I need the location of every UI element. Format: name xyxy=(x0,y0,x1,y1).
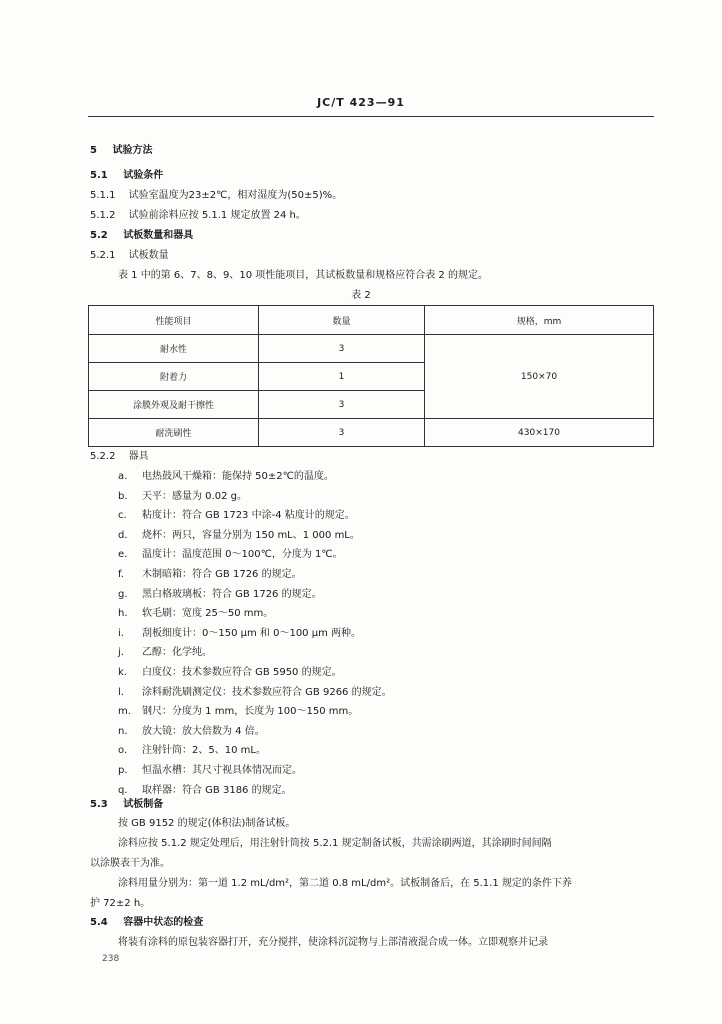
table-row xyxy=(89,419,654,447)
paragraph: 以涂膜表干为准。 xyxy=(90,858,170,869)
list-item xyxy=(118,683,392,698)
list-item xyxy=(118,663,342,678)
list-item xyxy=(118,722,265,737)
list-item-letter: p. xyxy=(118,765,128,776)
list-item xyxy=(118,467,334,482)
spec-cell: 430×170 xyxy=(425,419,654,447)
list-item-text: 钢尺：分度为 1 mm，长度为 100～150 mm。 xyxy=(142,706,359,718)
list-item xyxy=(118,545,343,560)
clause-number: 5.1.2 xyxy=(90,210,116,221)
qty-cell: 3 xyxy=(259,419,425,447)
list-item xyxy=(118,624,361,639)
list-item xyxy=(118,643,212,658)
list-item-text: 木制暗箱：符合 GB 1726 的规定。 xyxy=(142,569,302,580)
section-5-1-heading xyxy=(90,166,163,181)
qty-cell: 3 xyxy=(259,335,425,363)
list-item xyxy=(118,702,358,717)
list-item-text: 注射针筒：2、5、10 mL。 xyxy=(142,745,266,757)
item-cell: 附着力 xyxy=(89,363,259,391)
list-item-letter: b. xyxy=(118,490,128,502)
section-number: 5.3 xyxy=(90,799,108,810)
spec-table xyxy=(88,305,654,447)
section-number: 5.4 xyxy=(90,917,108,928)
clause-number: 5.2.2 xyxy=(90,451,116,462)
paragraph: 将装有涂料的原包装容器打开，充分搅拌，使涂料沉淀物与上部清液混合成一体。立即观察并记录 xyxy=(118,937,548,948)
list-item xyxy=(118,604,273,619)
list-item-text: 恒温水槽：其尺寸视具体情况而定。 xyxy=(142,765,302,776)
list-item-text: 软毛刷：宽度 25～50 mm。 xyxy=(142,608,274,620)
list-item-text: 刮板细度计：0～150 μm 和 0～100 μm 两种。 xyxy=(142,627,361,639)
section-5-heading xyxy=(90,141,152,156)
list-item-text: 粘度计：符合 GB 1723 中涂-4 粘度计的规定。 xyxy=(142,510,355,522)
header-cell: 数量 xyxy=(259,306,425,335)
list-item-letter: h. xyxy=(118,608,128,620)
list-item-text: 涂料耐洗刷测定仪：技术参数应符合 GB 9266 的规定。 xyxy=(142,686,392,698)
list-item xyxy=(118,487,247,502)
list-item xyxy=(118,761,302,776)
list-item-text: 电热鼓风干燥箱：能保持 50±2℃的温度。 xyxy=(142,471,334,482)
list-item-text: 烧杯：两只，容量分别为 150 mL、1 000 mL。 xyxy=(142,529,360,541)
paragraph: 护 72±2 h。 xyxy=(90,898,151,909)
clause-5-1-2 xyxy=(90,206,306,221)
section-number: 5.1 xyxy=(90,170,108,181)
section-title: 试验方法 xyxy=(112,145,153,156)
qty-cell: 1 xyxy=(259,363,425,391)
clause-5-1-1 xyxy=(90,186,342,201)
list-item-text: 白度仪：技术参数应符合 GB 5950 的规定。 xyxy=(142,667,342,678)
section-number: 5.2 xyxy=(90,230,108,241)
list-item-text: 取样器：符合 GB 3186 的规定。 xyxy=(142,784,292,796)
clause-number: 5.1.1 xyxy=(90,190,116,201)
list-item xyxy=(118,506,355,521)
page-number: 238 xyxy=(102,954,120,964)
list-item-letter: j. xyxy=(118,647,124,659)
list-item-text: 温度计：温度范围 0～100℃，分度为 1℃。 xyxy=(142,549,343,561)
list-item xyxy=(118,526,360,541)
list-item-letter: l. xyxy=(118,686,124,698)
section-5-3-heading xyxy=(90,795,163,810)
list-item xyxy=(118,585,322,600)
qty-cell: 3 xyxy=(259,391,425,419)
header-cell: 性能项目 xyxy=(89,306,259,335)
item-cell: 涂膜外观及耐干擦性 xyxy=(89,391,259,419)
section-5-2-heading xyxy=(90,226,193,241)
paragraph: 涂料用量分别为：第一道 1.2 mL/dm²，第二道 0.8 mL/dm²。试板制备后，在 5.1.1 规定的条件下养 xyxy=(118,878,572,889)
clause-number: 5.2.1 xyxy=(90,250,116,261)
list-item xyxy=(118,565,302,580)
list-item xyxy=(118,781,292,796)
paragraph: 涂料应按 5.1.2 规定处理后，用注射针筒按 5.2.1 规定制备试板，共需涂刷两道，其涂刷时间间隔 xyxy=(118,838,552,849)
list-item-text: 放大镜：放大倍数为 4 倍。 xyxy=(142,725,265,737)
section-title: 容器中状态的检查 xyxy=(123,917,204,928)
list-item xyxy=(118,741,266,756)
table-caption: 表 2 xyxy=(351,290,371,301)
list-item-letter: q. xyxy=(118,784,128,796)
item-cell: 耐洗刷性 xyxy=(89,419,259,447)
item-cell: 耐水性 xyxy=(89,335,259,363)
list-item-letter: e. xyxy=(118,549,128,561)
list-item-letter: k. xyxy=(118,667,127,678)
list-item-text: 天平：感量为 0.02 g。 xyxy=(142,490,247,502)
section-title: 试验条件 xyxy=(123,170,164,181)
list-item-letter: c. xyxy=(118,510,127,522)
list-item-letter: d. xyxy=(118,529,128,541)
section-title: 试板数量和器具 xyxy=(123,230,194,241)
paragraph: 按 GB 9152 的规定(体积法)制备试板。 xyxy=(118,818,296,829)
page-header: JC/T 423—91 xyxy=(317,96,405,109)
table-row xyxy=(89,335,654,363)
list-item-letter: o. xyxy=(118,745,128,757)
list-item-letter: a. xyxy=(118,471,128,482)
list-item-letter: f. xyxy=(118,569,124,580)
clause-title: 试板数量 xyxy=(128,250,169,261)
clause-5-2-1 xyxy=(90,246,169,261)
list-item-letter: n. xyxy=(118,725,128,737)
list-item-letter: i. xyxy=(118,627,124,639)
list-item-text: 乙醇：化学纯。 xyxy=(142,647,212,659)
section-number: 5 xyxy=(90,145,97,156)
list-item-text: 黑白格玻璃板：符合 GB 1726 的规定。 xyxy=(142,588,322,600)
section-title: 试板制备 xyxy=(123,799,164,810)
list-item-letter: g. xyxy=(118,588,128,600)
clause-text: 试验前涂料应按 5.1.1 规定放置 24 h。 xyxy=(128,210,306,221)
spec-cell: 150×70 xyxy=(425,335,654,419)
section-5-4-heading xyxy=(90,913,203,928)
clause-5-2-1-text: 表 1 中的第 6、7、8、9、10 项性能项目，其试板数量和规格应符合表 2 的规定。 xyxy=(118,270,488,281)
clause-5-2-2 xyxy=(90,447,149,462)
list-item-letter: m. xyxy=(118,706,131,718)
header-cell: 规格，mm xyxy=(425,306,654,335)
table-header-row xyxy=(89,306,654,335)
clause-text: 试验室温度为23±2℃，相对湿度为(50±5)%。 xyxy=(128,190,343,201)
clause-title: 器具 xyxy=(128,451,149,462)
header-rule xyxy=(88,116,654,117)
